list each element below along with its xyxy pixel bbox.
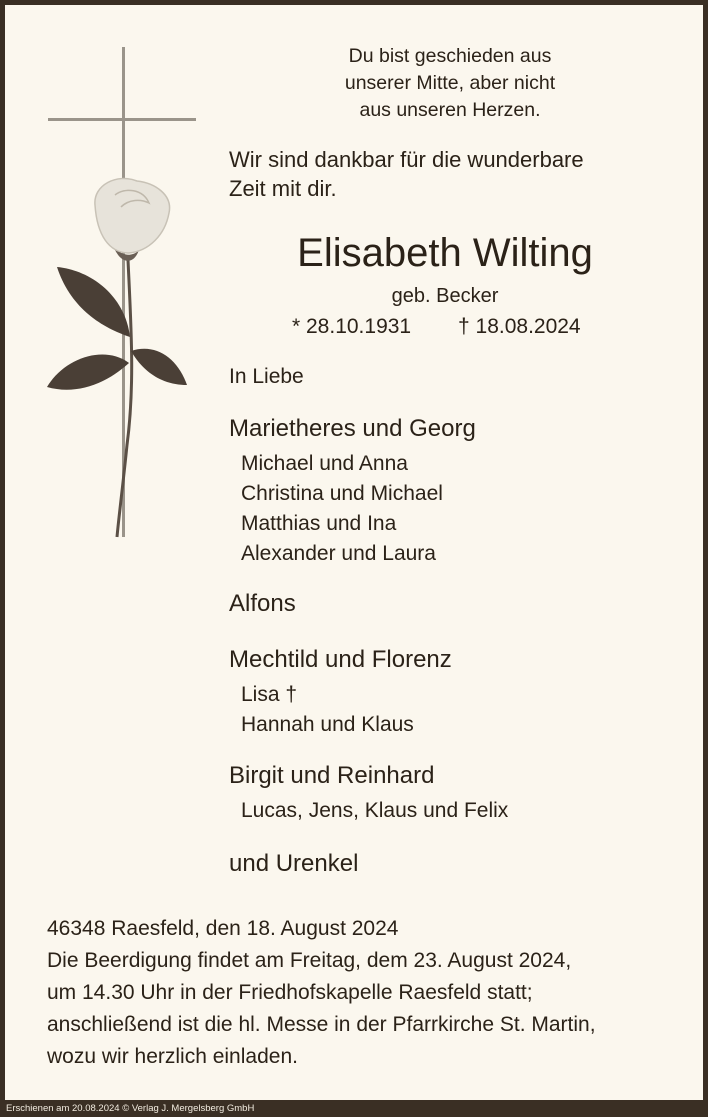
gratitude-line: Zeit mit dir. bbox=[229, 176, 337, 201]
family-group-heading: Alfons bbox=[229, 590, 296, 617]
publication-footer: Erschienen am 20.08.2024 © Verlag J. Mergelsberg GmbH bbox=[6, 1103, 255, 1114]
notice-line: Die Beerdigung findet am Freitag, dem 23. August 2024, bbox=[47, 949, 572, 972]
in-love-label: In Liebe bbox=[229, 365, 304, 388]
deceased-name: Elisabeth Wilting bbox=[297, 231, 593, 275]
rose-leaf-lower-right bbox=[131, 349, 187, 385]
family-group-heading: Marietheres und Georg bbox=[229, 415, 476, 442]
notice-line: wozu wir herzlich einladen. bbox=[47, 1045, 298, 1068]
gratitude-line: Wir sind dankbar für die wunderbare bbox=[229, 147, 584, 172]
family-member-line: Lisa † bbox=[241, 683, 298, 706]
memorial-quote bbox=[265, 43, 635, 124]
family-member-line: Alexander und Laura bbox=[241, 542, 436, 565]
death-date: † 18.08.2024 bbox=[458, 315, 581, 338]
notice-line: anschließend ist die hl. Messe in der Pfarrkirche St. Martin, bbox=[47, 1013, 596, 1036]
quote-line: aus unseren Herzen. bbox=[359, 99, 541, 121]
family-member-line: Matthias und Ina bbox=[241, 512, 397, 535]
cross-horizontal-beam bbox=[48, 118, 196, 121]
birth-date: * 28.10.1931 bbox=[292, 315, 412, 338]
family-member-line: Lucas, Jens, Klaus und Felix bbox=[241, 799, 509, 822]
gratitude-text bbox=[229, 145, 584, 203]
rose-leaf-upper bbox=[57, 267, 130, 337]
maiden-name: geb. Becker bbox=[391, 285, 499, 307]
family-member-line: Michael und Anna bbox=[241, 452, 408, 475]
notice-line: um 14.30 Uhr in der Friedhofskapelle Raesfeld statt; bbox=[47, 981, 533, 1004]
family-member-line: Hannah und Klaus bbox=[241, 713, 414, 736]
place-and-date: 46348 Raesfeld, den 18. August 2024 bbox=[47, 917, 399, 940]
quote-line: Du bist geschieden aus bbox=[348, 45, 552, 67]
funeral-notice bbox=[47, 913, 596, 1073]
family-member-line: Christina und Michael bbox=[241, 482, 443, 505]
cross-and-rose-illustration bbox=[45, 45, 205, 545]
quote-line: unserer Mitte, aber nicht bbox=[344, 72, 556, 94]
family-group-heading: Birgit und Reinhard bbox=[229, 762, 435, 789]
rose-bloom bbox=[95, 178, 170, 253]
great-grandchildren-line: und Urenkel bbox=[229, 850, 359, 877]
rose-leaf-lower-left bbox=[47, 355, 129, 390]
family-group-heading: Mechtild und Florenz bbox=[229, 646, 452, 673]
obituary-card bbox=[5, 5, 703, 1100]
